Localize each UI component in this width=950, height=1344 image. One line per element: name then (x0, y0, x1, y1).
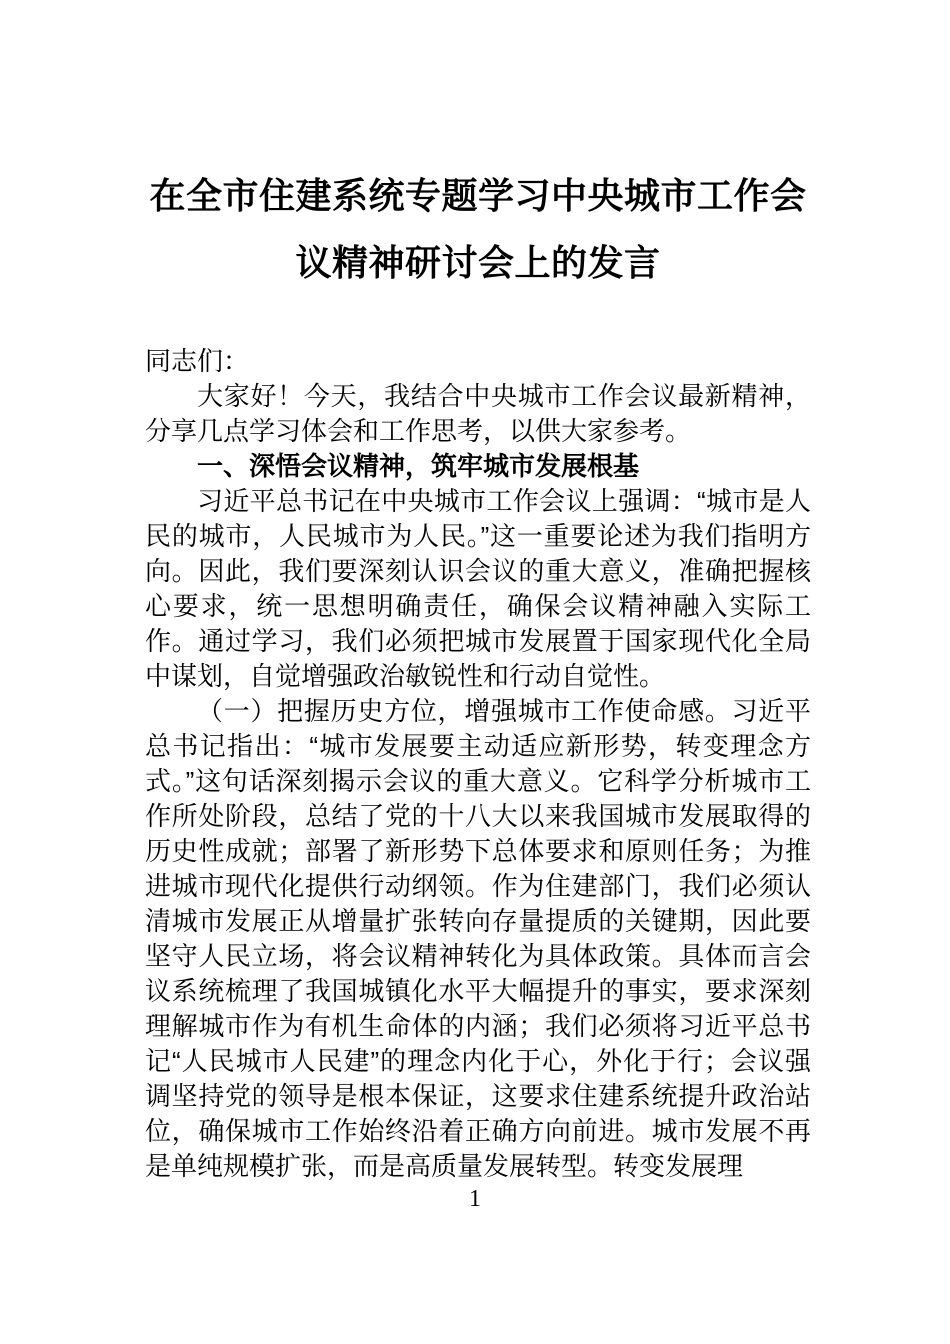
document-title-line-2: 议精神研讨会上的发言 (295, 242, 661, 283)
document-title-line-1: 在全市住建系统专题学习中央城市工作会 (149, 175, 807, 216)
paragraph-intro: 大家好！今天，我结合中央城市工作会议最新精神，分享几点学习体会和工作思考，以供大家参考。 (145, 381, 811, 446)
section-heading-1: 一、深悟会议精神，筑牢城市发展根基 (197, 451, 640, 481)
document-title (145, 162, 811, 296)
paragraph-section-1-body: 习近平总书记在中央城市工作会议上强调：“城市是人民的城市，人民城市为人民。”这一重要论述为我们指明方向。因此，我们要深刻认识会议的重大意义，准确把握核心要求，统一思想明确责任，确保会议精神融入实际工作。通过学习，我们必须把城市发展置于国家现代化全局中谋划，自觉增强政治敏锐性和行动自觉性。 (145, 486, 811, 691)
document-content (145, 162, 811, 1184)
salutation: 同志们： (145, 346, 250, 376)
page-number: 1 (469, 1186, 481, 1212)
paragraph-subsection-1: （一）把握历史方位，增强城市工作使命感。习近平总书记指出：“城市发展要主动适应新形势，转变理念方式。”这句话深刻揭示会议的重大意义。它科学分析城市工作所处阶段，总结了党的十八大以来我国城市发展取得的历史性成就；部署了新形势下总体要求和原则任务；为推进城市现代化提供行动纲领。作为住建部门，我们必须认清城市发展正从增量扩张转向存量提质的关键期，因此要坚守人民立场，将会议精神转化为具体政策。具体而言会议系统梳理了我国城镇化水平大幅提升的事实，要求深刻理解城市作为有机生命体的内涵；我们必须将习近平总书记“人民城市人民建”的理念内化于心，外化于行；会议强调坚持党的领导是根本保证，这要求住建系统提升政治站位，确保城市工作始终沿着正确方向前进。城市发展不再是单纯规模扩张，而是高质量发展转型。转变发展理 (145, 696, 811, 1181)
